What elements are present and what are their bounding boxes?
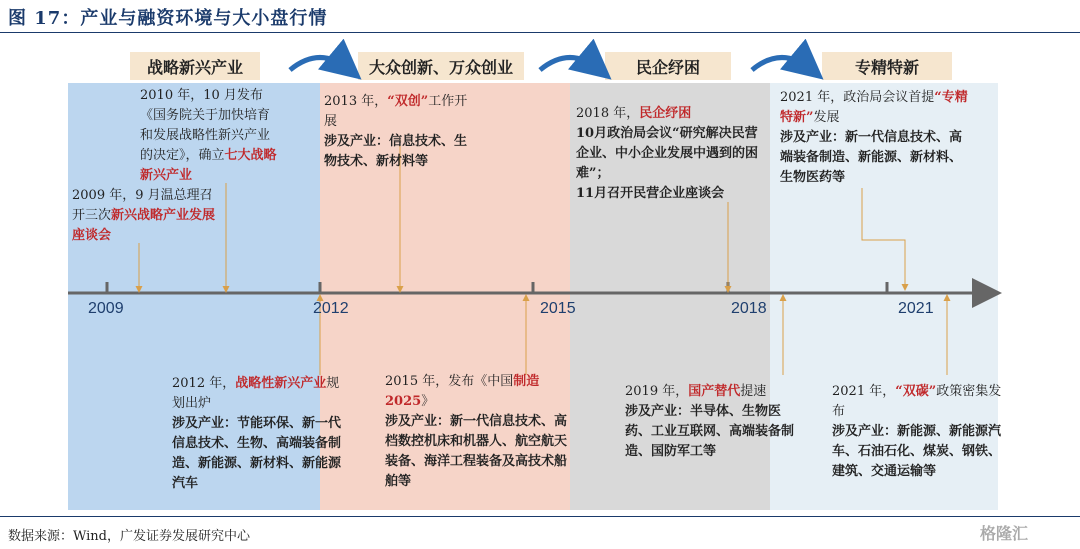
event-2015: 2015 年，发布《中国制造 2025》 涉及产业：新一代信息技术、高档数控机床和机器人、航空航天装备、海洋工程装备及高技术船舶等 <box>385 374 568 489</box>
year-2021: 2021 <box>898 300 934 317</box>
event-2010: 2010 年，10 月发布《国务院关于加快培育和发展战略性新兴产业的决定》，确立七大战略新兴产业 <box>140 88 277 183</box>
event-2021-top: 2021 年，政治局会议首提“专精特新”发展 涉及产业：新一代信息技术、高端装备制造、新能源、新材料、生物医药等 <box>780 90 968 185</box>
source-note: 数据来源：Wind，广发证券发展研究中心 <box>8 529 250 544</box>
event-2021-bottom: 2021 年，“双碳”政策密集发布 涉及产业：新能源、新能源汽车、石油石化、煤炭、钢铁、建筑、交通运输等 <box>832 384 1002 479</box>
year-2015: 2015 <box>540 300 576 317</box>
watermark-logo: 格隆汇 <box>980 524 1029 543</box>
footer-rule <box>0 516 1080 517</box>
era-arrow-3 <box>752 58 812 71</box>
event-2009: 2009 年，9 月温总理召开三次新兴战略产业发展座谈会 <box>72 188 216 243</box>
event-2019: 2019 年，国产替代提速 涉及产业：半导体、生物医药、工业互联网、高端装备制造、国防军工等 <box>625 384 795 459</box>
era-arrow-1 <box>290 58 350 71</box>
year-2018: 2018 <box>731 300 767 317</box>
event-2018: 2018 年，民企纾困 10月政治局会议“研究解决民营企业、中小企业发展中遇到的困难”； 11月召开民营企业座谈会 <box>576 106 759 201</box>
era-label-1: 战略新兴产业 <box>130 52 260 80</box>
year-2009: 2009 <box>88 300 124 317</box>
era-label-4: 专精特新 <box>822 52 952 80</box>
event-2013: 2013 年，“双创”工作开展 涉及产业：信息技术、生物技术、新材料等 <box>324 94 468 169</box>
era-label-2: 大众创新、万众创业 <box>358 52 524 80</box>
era-label-3: 民企纾困 <box>605 52 731 80</box>
event-2012: 2012 年，战略性新兴产业规划出炉 涉及产业：节能环保、新一代信息技术、生物、高端装备制造、新能源、新材料、新能源汽车 <box>172 376 342 491</box>
era-arrow-2 <box>540 58 600 71</box>
figure-title: 图 17：产业与融资环境与大小盘行情 <box>8 8 328 29</box>
year-2012: 2012 <box>313 300 349 317</box>
